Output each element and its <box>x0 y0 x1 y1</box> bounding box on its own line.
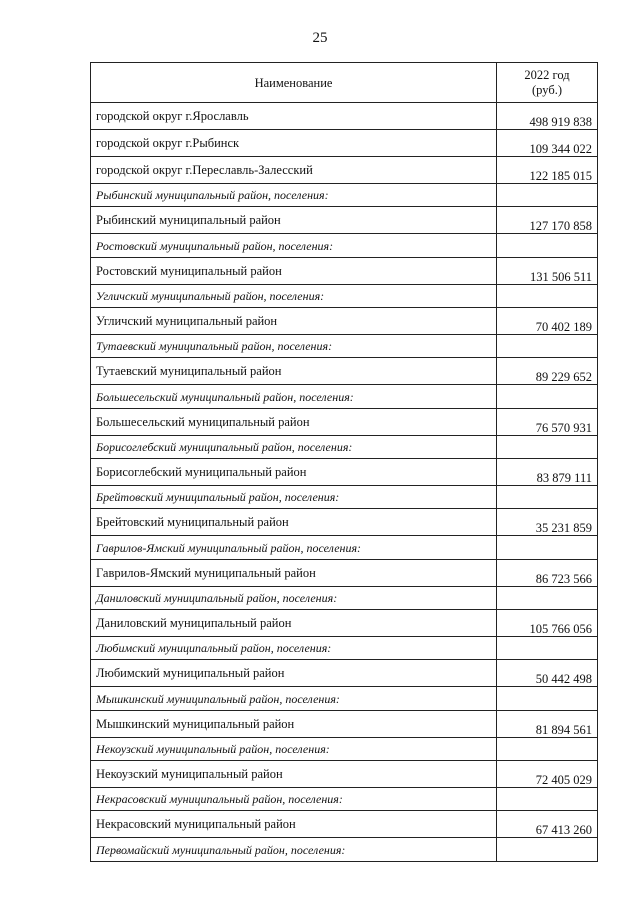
row-value-cell <box>497 435 598 458</box>
row-value-cell: 131 506 511 <box>497 257 598 284</box>
table-row-subheader <box>91 838 598 861</box>
table-row <box>91 358 598 385</box>
row-name-cell: Даниловский муниципальный район, поселения: <box>91 586 497 609</box>
row-value-cell: 70 402 189 <box>497 308 598 335</box>
row-value-cell: 89 229 652 <box>497 358 598 385</box>
row-value-cell: 76 570 931 <box>497 408 598 435</box>
row-value-cell: 50 442 498 <box>497 660 598 687</box>
row-name-cell: Угличский муниципальный район <box>91 308 497 335</box>
table-row <box>91 811 598 838</box>
row-value-cell: 35 231 859 <box>497 509 598 536</box>
row-name-cell: Тутаевский муниципальный район, поселения: <box>91 335 497 358</box>
row-value-cell <box>497 788 598 811</box>
row-value-cell <box>497 838 598 861</box>
budget-table <box>90 62 598 862</box>
row-value-cell <box>497 637 598 660</box>
row-name-cell: Ростовский муниципальный район <box>91 257 497 284</box>
table-row-subheader <box>91 435 598 458</box>
table-row-subheader <box>91 184 598 207</box>
table-row-subheader <box>91 335 598 358</box>
table-row <box>91 207 598 234</box>
table-row-subheader <box>91 234 598 257</box>
table-row <box>91 459 598 486</box>
table-row <box>91 130 598 157</box>
row-name-cell: Гаврилов-Ямский муниципальный район <box>91 559 497 586</box>
table-row-subheader <box>91 687 598 710</box>
table-header-row <box>91 63 598 103</box>
row-value-cell: 72 405 029 <box>497 761 598 788</box>
row-name-cell: Большесельский муниципальный район <box>91 408 497 435</box>
row-name-cell: Некоузский муниципальный район <box>91 761 497 788</box>
page-number: 25 <box>312 30 328 46</box>
table-row-subheader <box>91 536 598 559</box>
row-name-cell: Ростовский муниципальный район, поселения: <box>91 234 497 257</box>
row-name-cell: Первомайский муниципальный район, поселения: <box>91 838 497 861</box>
table-row <box>91 509 598 536</box>
table-row-subheader <box>91 385 598 408</box>
row-name-cell: городской округ г.Переславль-Залесский <box>91 157 497 184</box>
table-row-subheader <box>91 788 598 811</box>
row-name-cell: Рыбинский муниципальный район <box>91 207 497 234</box>
row-value-cell: 81 894 561 <box>497 710 598 737</box>
table-row <box>91 761 598 788</box>
table-body <box>91 103 598 862</box>
row-name-cell: Угличский муниципальный район, поселения: <box>91 284 497 307</box>
row-value-cell <box>497 737 598 760</box>
table-row-subheader <box>91 284 598 307</box>
column-header-value <box>497 63 598 103</box>
table-row-subheader <box>91 586 598 609</box>
row-value-cell <box>497 486 598 509</box>
table-row <box>91 308 598 335</box>
table-row <box>91 257 598 284</box>
row-name-cell: Любимский муниципальный район <box>91 660 497 687</box>
table-row <box>91 610 598 637</box>
row-name-cell: городской округ г.Рыбинск <box>91 130 497 157</box>
row-value-cell: 83 879 111 <box>497 459 598 486</box>
row-value-cell <box>497 184 598 207</box>
row-name-cell: Тутаевский муниципальный район <box>91 358 497 385</box>
row-value-cell <box>497 335 598 358</box>
row-value-cell <box>497 284 598 307</box>
row-name-cell: Некрасовский муниципальный район, поселения: <box>91 788 497 811</box>
row-name-cell: городской округ г.Ярославль <box>91 103 497 130</box>
row-value-cell <box>497 687 598 710</box>
row-value-cell: 127 170 858 <box>497 207 598 234</box>
table-row <box>91 157 598 184</box>
row-value-cell: 109 344 022 <box>497 130 598 157</box>
row-name-cell: Борисоглебский муниципальный район <box>91 459 497 486</box>
row-name-cell: Некоузский муниципальный район, поселения: <box>91 737 497 760</box>
row-value-cell <box>497 385 598 408</box>
table-row <box>91 103 598 130</box>
row-value-cell: 105 766 056 <box>497 610 598 637</box>
row-value-cell <box>497 234 598 257</box>
row-name-cell: Большесельский муниципальный район, поселения: <box>91 385 497 408</box>
row-value-cell: 86 723 566 <box>497 559 598 586</box>
row-name-cell: Даниловский муниципальный район <box>91 610 497 637</box>
table-row-subheader <box>91 486 598 509</box>
table-row <box>91 710 598 737</box>
row-value-cell <box>497 536 598 559</box>
row-value-cell: 67 413 260 <box>497 811 598 838</box>
table-row-subheader <box>91 737 598 760</box>
row-name-cell: Брейтовский муниципальный район <box>91 509 497 536</box>
row-name-cell: Борисоглебский муниципальный район, поселения: <box>91 435 497 458</box>
table-row <box>91 408 598 435</box>
row-value-cell <box>497 586 598 609</box>
row-value-cell: 498 919 838 <box>497 103 598 130</box>
row-name-cell: Мышкинский муниципальный район <box>91 710 497 737</box>
row-value-cell: 122 185 015 <box>497 157 598 184</box>
row-name-cell: Брейтовский муниципальный район, поселения: <box>91 486 497 509</box>
row-name-cell: Гаврилов-Ямский муниципальный район, поселения: <box>91 536 497 559</box>
column-header-value-text: 2022 год (руб.) <box>524 67 570 97</box>
row-name-cell: Рыбинский муниципальный район, поселения: <box>91 184 497 207</box>
table-row <box>91 559 598 586</box>
column-header-name: Наименование <box>91 63 497 103</box>
row-name-cell: Мышкинский муниципальный район, поселения: <box>91 687 497 710</box>
row-name-cell: Любимский муниципальный район, поселения: <box>91 637 497 660</box>
table-row <box>91 660 598 687</box>
row-name-cell: Некрасовский муниципальный район <box>91 811 497 838</box>
table-row-subheader <box>91 637 598 660</box>
